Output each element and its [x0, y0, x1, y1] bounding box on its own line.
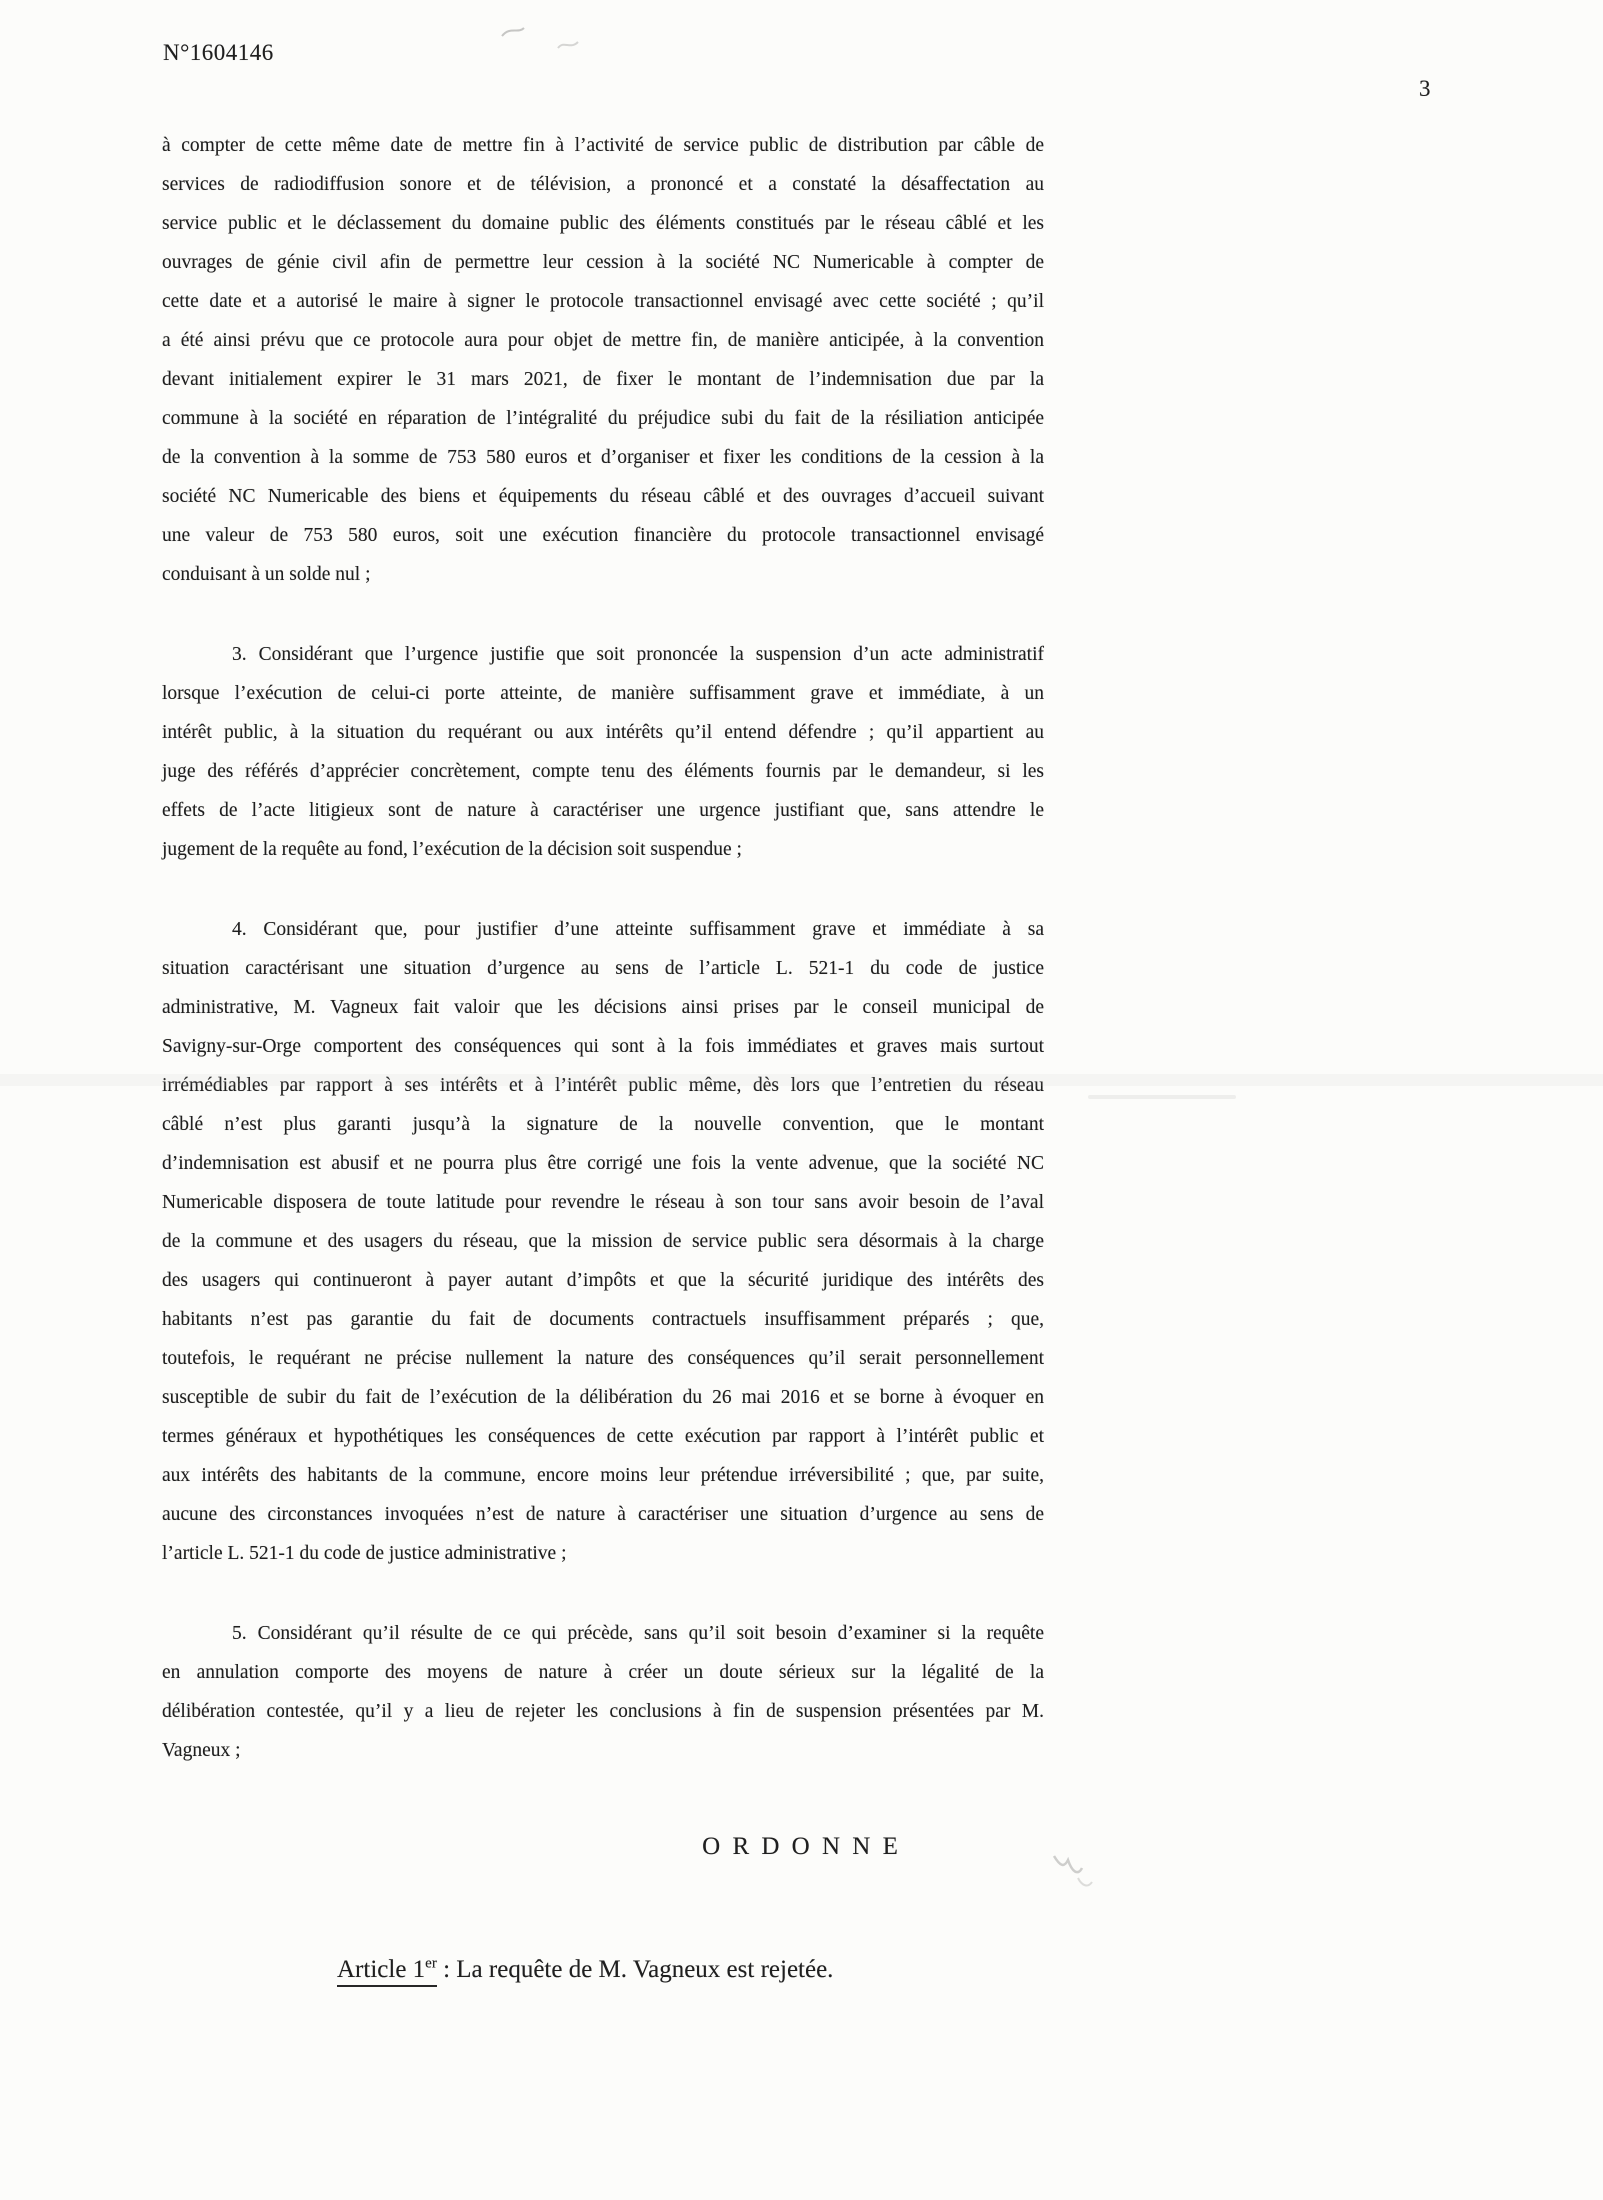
text-line: 4. Considérant que, pour justifier d’une atteinte suffisamment grave et immédiate à sa [232, 919, 1044, 940]
text-line: susceptible de subir du fait de l’exécution de la délibération du 26 mai 2016 et se borne à évoquer en [162, 1387, 1044, 1408]
text-line: a été ainsi prévu que ce protocole aura pour objet de mettre fin, de manière anticipée, à la convention [162, 330, 1044, 351]
text-line: de la commune et des usagers du réseau, que la mission de service public sera désormais à la charge [162, 1231, 1044, 1252]
text-line: lorsque l’exécution de celui-ci porte atteinte, de manière suffisamment grave et immédiate, à un [162, 683, 1044, 704]
text-line: d’indemnisation est abusif et ne pourra plus être corrigé une fois la vente advenue, que la société NC [162, 1153, 1044, 1174]
text-line: l’article L. 521-1 du code de justice administrative ; [162, 1543, 567, 1564]
text-line: cette date et a autorisé le maire à signer le protocole transactionnel envisagé avec cette société ; qu’il [162, 291, 1044, 312]
text-line: intérêt public, à la situation du requérant ou aux intérêts qu’il entend défendre ; qu’il appartient au [162, 722, 1044, 743]
text-line: juge des référés d’apprécier concrètement, compte tenu des éléments fournis par le demandeur, si les [162, 761, 1044, 782]
article-1-text: : La requête de M. Vagneux est rejetée. [436, 1956, 834, 1983]
case-number: N°1604146 [163, 40, 274, 65]
paragraph-continuation [162, 126, 1044, 594]
text-line: devant initialement expirer le 31 mars 2021, de fixer le montant de l’indemnisation due par la [162, 369, 1044, 390]
scan-artifact [1088, 1095, 1236, 1099]
text-line: Vagneux ; [162, 1740, 241, 1761]
text-line: délibération contestée, qu’il y a lieu de rejeter les conclusions à fin de suspension présentées par M. [162, 1701, 1044, 1722]
article-1-label [337, 1956, 437, 1987]
text-line: commune à la société en réparation de l’intégralité du préjudice subi du fait de la résiliation anticipée [162, 408, 1044, 429]
text-line: service public et le déclassement du domaine public des éléments constitués par le réseau câblé et les [162, 213, 1044, 234]
text-line: à compter de cette même date de mettre fin à l’activité de service public de distribution par câble de [162, 135, 1044, 156]
paragraph-considerant-5 [162, 1614, 1044, 1770]
text-line: en annulation comporte des moyens de nature à créer un doute sérieux sur la légalité de la [162, 1662, 1044, 1683]
text-line: 3. Considérant que l’urgence justifie que soit prononcée la suspension d’un acte administratif [232, 644, 1044, 665]
text-line: aux intérêts des habitants de la commune, encore moins leur prétendue irréversibilité ; que, par suite, [162, 1465, 1044, 1486]
scan-artifact [498, 20, 594, 58]
text-line: toutefois, le requérant ne précise nullement la nature des conséquences qu’il serait personnellement [162, 1348, 1044, 1369]
article-1-superscript: er [425, 1955, 437, 1972]
text-line: de la convention à la somme de 753 580 euros et d’organiser et fixer les conditions de la cession à la [162, 447, 1044, 468]
text-line: Numericable disposera de toute latitude pour revendre le réseau à son tour sans avoir besoin de l’aval [162, 1192, 1044, 1213]
text-line: habitants n’est pas garantie du fait de documents contractuels insuffisamment préparés ; que, [162, 1309, 1044, 1330]
text-line: aucune des circonstances invoquées n’est de nature à caractériser une situation d’urgence au sens de [162, 1504, 1044, 1525]
ordonne-heading: O R D O N N E [702, 1833, 901, 1860]
text-line: situation caractérisant une situation d’urgence au sens de l’article L. 521-1 du code de justice [162, 958, 1044, 979]
text-line: 5. Considérant qu’il résulte de ce qui précède, sans qu’il soit besoin d’examiner si la requête [232, 1623, 1044, 1644]
document-body [162, 126, 1044, 1770]
text-line: des usagers qui continueront à payer autant d’impôts et que la sécurité juridique des intérêts des [162, 1270, 1044, 1291]
text-line: conduisant à un solde nul ; [162, 564, 371, 585]
text-line: effets de l’acte litigieux sont de nature à caractériser une urgence justifiant que, sans attendre le [162, 800, 1044, 821]
paragraph-considerant-3 [162, 635, 1044, 869]
article-1-line [337, 1956, 833, 1984]
text-line: jugement de la requête au fond, l’exécution de la décision soit suspendue ; [162, 839, 742, 860]
article-1-label-text: Article 1 [337, 1956, 426, 1983]
text-line: administrative, M. Vagneux fait valoir que les décisions ainsi prises par le conseil municipal de [162, 997, 1044, 1018]
text-line: termes généraux et hypothétiques les conséquences de cette exécution par rapport à l’intérêt public et [162, 1426, 1044, 1447]
text-line: services de radiodiffusion sonore et de télévision, a prononcé et a constaté la désaffectation au [162, 174, 1044, 195]
page-number: 3 [1419, 76, 1431, 101]
text-line: ouvrages de génie civil afin de permettre leur cession à la société NC Numericable à compter de [162, 252, 1044, 273]
text-line: câblé n’est plus garanti jusqu’à la signature de la nouvelle convention, que le montant [162, 1114, 1044, 1135]
text-line: société NC Numericable des biens et équipements du réseau câblé et des ouvrages d’accueil suivant [162, 486, 1044, 507]
text-line: une valeur de 753 580 euros, soit une exécution financière du protocole transactionnel envisagé [162, 525, 1044, 546]
paragraph-considerant-4 [162, 910, 1044, 1573]
text-line: Savigny-sur-Orge comportent des conséquences qui sont à la fois immédiates et graves mais surtout [162, 1036, 1044, 1057]
text-line: irrémédiables par rapport à ses intérêts et à l’intérêt public même, dès lors que l’entretien du réseau [162, 1075, 1044, 1096]
